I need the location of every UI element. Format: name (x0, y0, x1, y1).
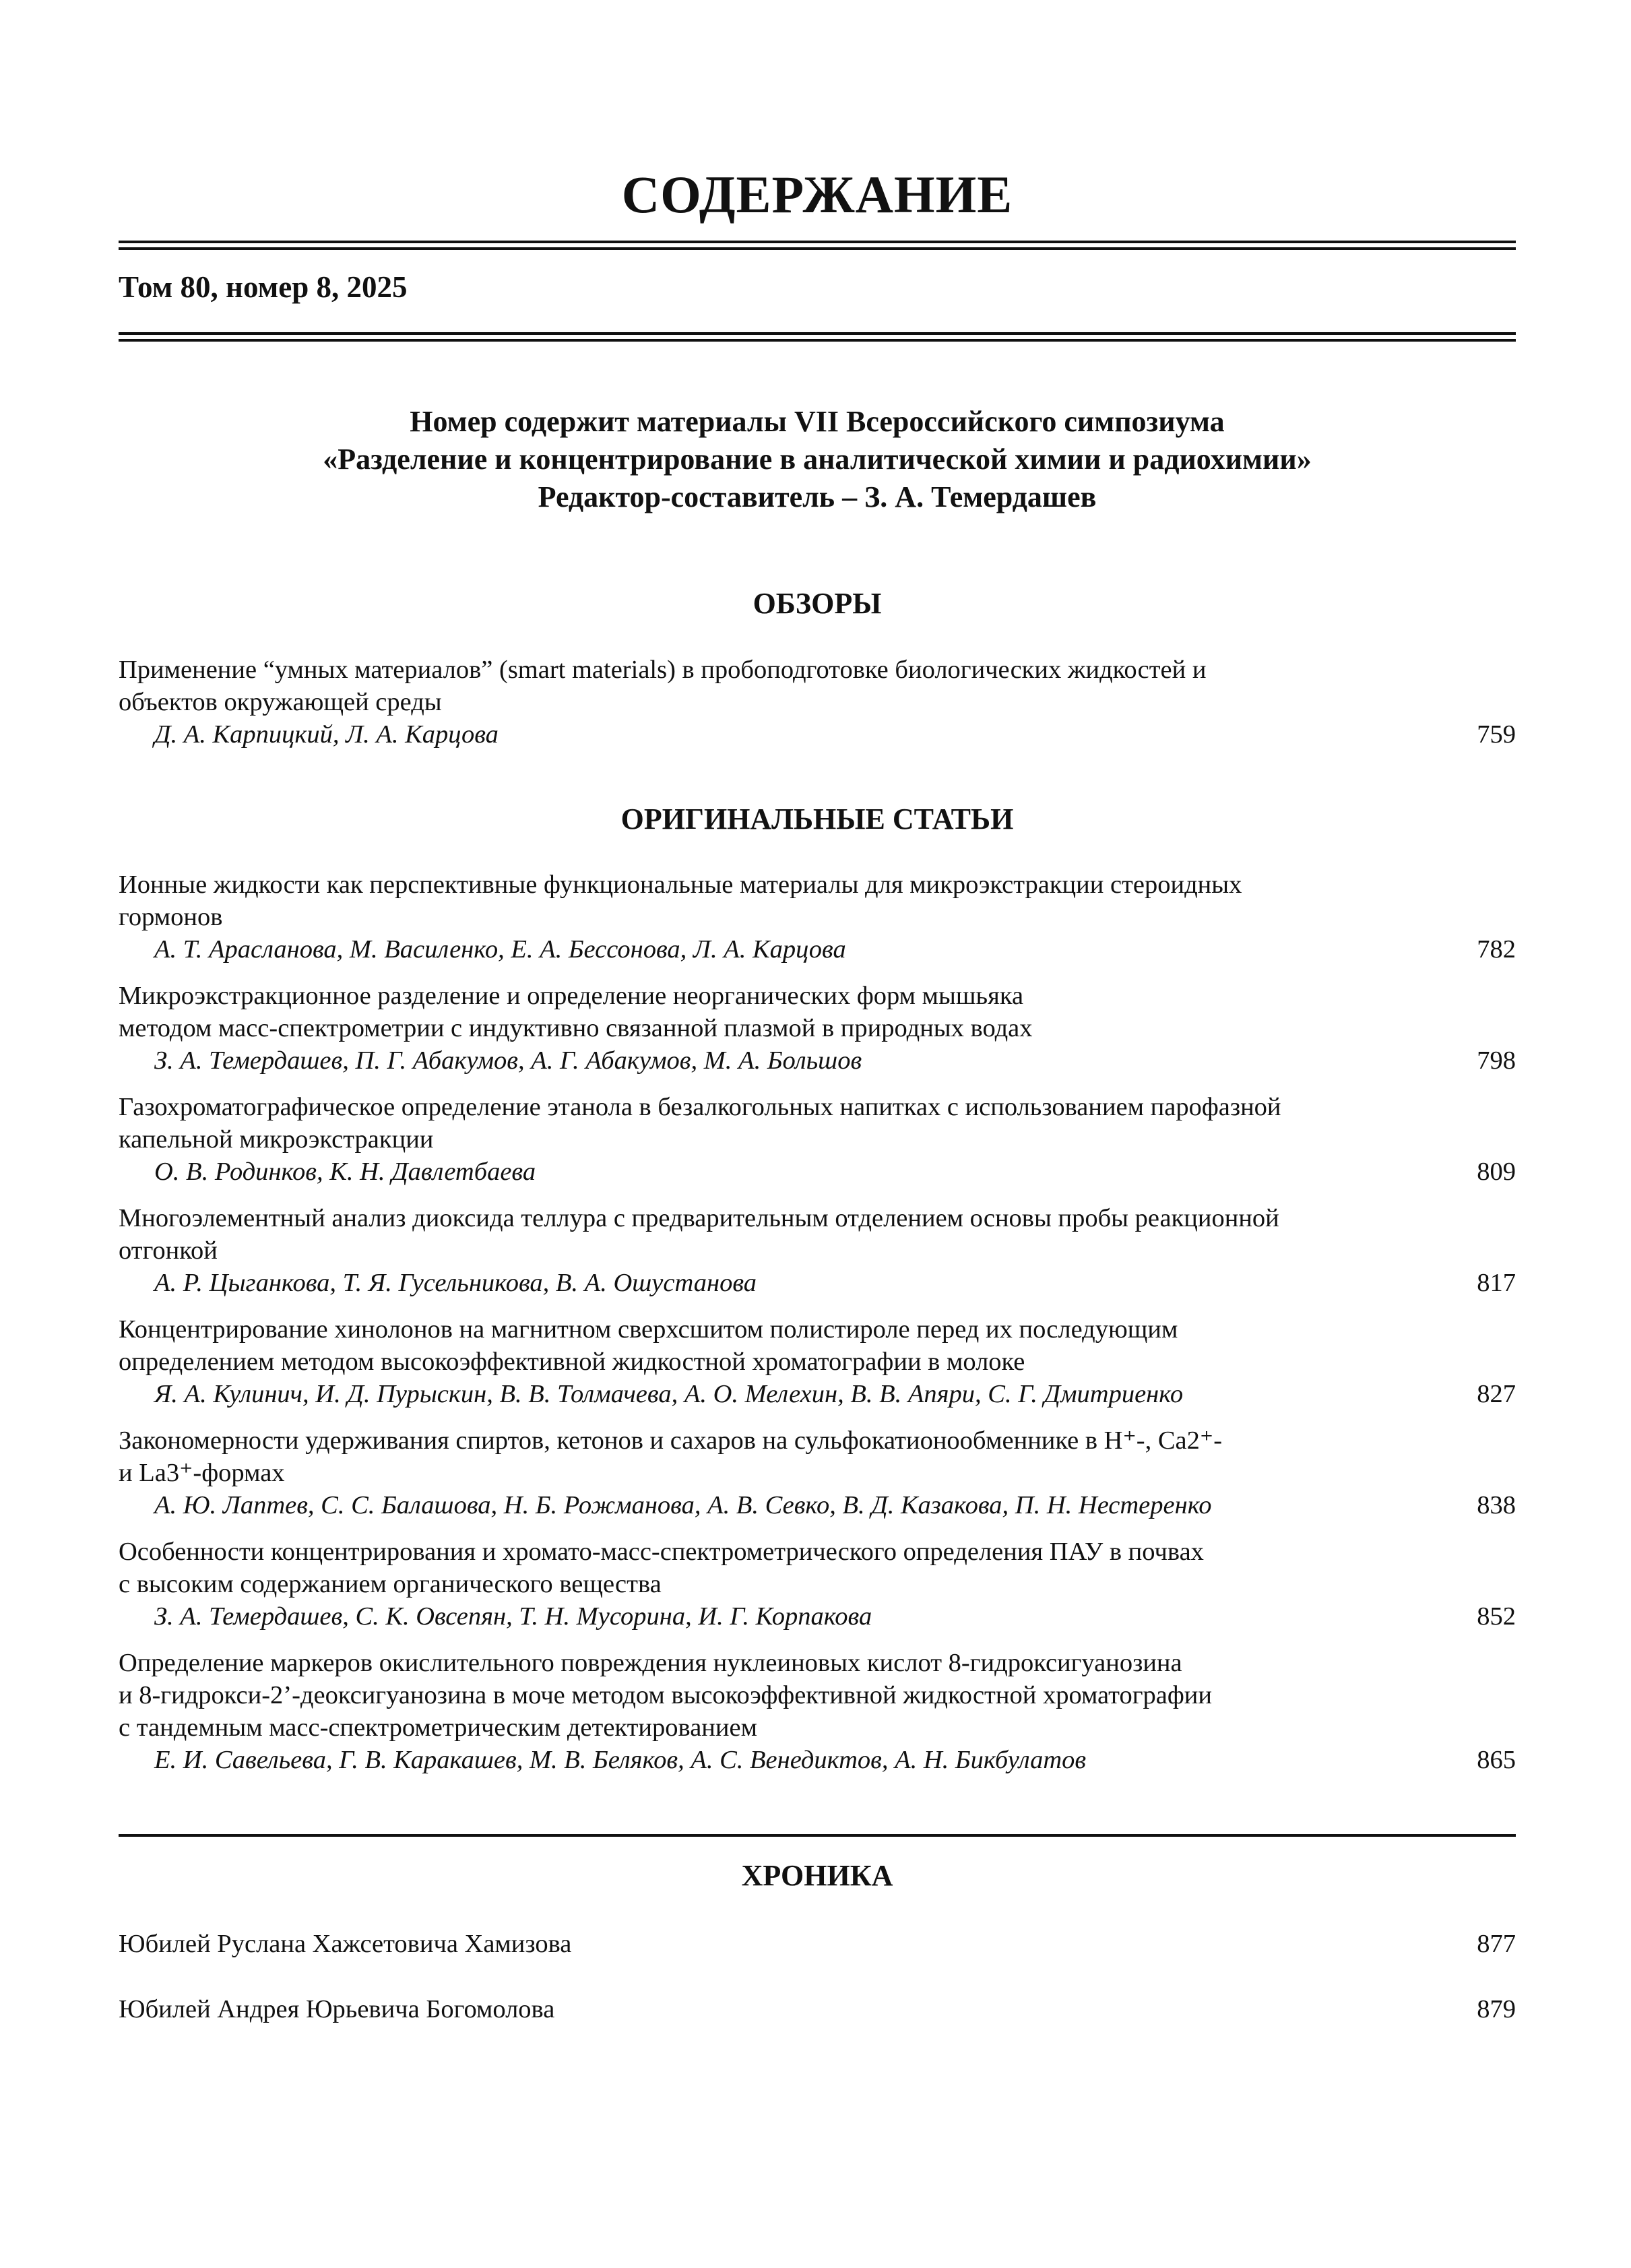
entry-title-line: Определение маркеров окислительного повреждения нуклеиновых кислот 8-гидроксигуанозина (119, 1649, 1182, 1677)
entry-authors-row (119, 1744, 1516, 1776)
entry-page-number: 879 (1477, 1995, 1516, 2023)
entry-authors-row (119, 1378, 1516, 1410)
entry-title-line: методом масс-спектрометрии с индуктивно связанной плазмой в природных водах (119, 1014, 1033, 1042)
entry-title-line: отгонкой (119, 1236, 218, 1265)
entry-page-number: 809 (1477, 1158, 1516, 1186)
entry-authors: О. В. Родинков, К. Н. Давлетбаева (154, 1158, 536, 1186)
entry-title-line: Применение “умных материалов” (smart materials) в пробоподготовке биологических жидкостей и (119, 656, 1207, 684)
entry-page-number: 798 (1477, 1046, 1516, 1075)
entry-title-line: Микроэкстракционное разделение и определение неорганических форм мышьяка (119, 982, 1024, 1010)
entry-title-line: и La3⁺-формах (119, 1459, 285, 1487)
toc-entry[interactable] (119, 1993, 1516, 2025)
entry-authors: З. А. Темердашев, С. К. Овсепян, Т. Н. Мусорина, И. Г. Корпакова (154, 1602, 872, 1631)
entry-authors-row (119, 1156, 1516, 1188)
entry-page-number: 759 (1477, 720, 1516, 749)
entry-page-number: 852 (1477, 1602, 1516, 1631)
entry-title: Юбилей Руслана Хажсетовича Хамизова (119, 1930, 572, 1958)
entry-authors-row (119, 1267, 1516, 1299)
entry-authors: Д. А. Карпицкий, Л. А. Карцова (154, 720, 499, 749)
entry-title-line: с тандемным масс-спектрометрическим детектированием (119, 1713, 757, 1742)
entry-authors: А. Р. Цыганкова, Т. Я. Гусельникова, В. А. Ошустанова (154, 1269, 757, 1297)
entry-title-line: капельной микроэкстракции (119, 1125, 434, 1154)
toc-entry[interactable] (119, 1091, 1516, 1188)
section-heading-chronicle: ХРОНИКА (741, 1859, 893, 1892)
toc-entry[interactable] (119, 1202, 1516, 1299)
toc-entry[interactable] (119, 654, 1516, 751)
section-divider (119, 1834, 1516, 1837)
section-heading-reviews: ОБЗОРЫ (753, 587, 882, 620)
entry-page-number: 782 (1477, 935, 1516, 964)
entry-page-number: 838 (1477, 1491, 1516, 1519)
double-rule-bottom (119, 332, 1516, 342)
entry-page-number: 865 (1477, 1746, 1516, 1774)
entry-page-number: 877 (1477, 1930, 1516, 1958)
page-title: СОДЕРЖАНИЕ (621, 165, 1013, 224)
entry-authors: Я. А. Кулинич, И. Д. Пурыскин, В. В. Толмачева, А. О. Мелехин, В. В. Апяри, С. Г. Дмитриенко (154, 1380, 1184, 1408)
entry-authors: А. Т. Арасланова, М. Василенко, Е. А. Бессонова, Л. А. Карцова (154, 935, 846, 964)
entry-title-line: с высоким содержанием органического вещества (119, 1570, 662, 1598)
entry-title-line: Ионные жидкости как перспективные функциональные материалы для микроэкстракции стероидных (119, 871, 1242, 899)
special-note-line: Редактор-составитель – З. А. Темердашев (538, 480, 1097, 513)
entry-title-line: Газохроматографическое определение этанола в безалкогольных напитках с использованием парофазной (119, 1093, 1281, 1121)
entry-page-number: 817 (1477, 1269, 1516, 1297)
entry-title-line: определением методом высокоэффективной жидкостной хроматографии в молоке (119, 1348, 1025, 1376)
entry-authors: Е. И. Савельева, Г. В. Каракашев, М. В. Беляков, А. С. Венедиктов, А. Н. Бикбулатов (154, 1746, 1087, 1774)
toc-entry[interactable] (119, 1313, 1516, 1410)
entry-authors-row (119, 718, 1516, 751)
entry-authors-row (119, 1044, 1516, 1077)
entry-title-line: гормонов (119, 903, 223, 931)
toc-entry[interactable] (119, 980, 1516, 1077)
entry-page-number: 827 (1477, 1380, 1516, 1408)
toc-entry[interactable] (119, 1424, 1516, 1521)
entry-authors-row (119, 1600, 1516, 1633)
special-note-line: Номер содержит материалы VII Всероссийского симпозиума (410, 405, 1225, 438)
entry-authors-row (119, 933, 1516, 966)
entry-title-line: и 8-гидрокси-2’-деоксигуанозина в моче методом высокоэффективной жидкостной хроматографии (119, 1681, 1212, 1709)
entry-authors: А. Ю. Лаптев, С. С. Балашова, Н. Б. Рожманова, А. В. Севко, В. Д. Казакова, П. Н. Нестеренко (154, 1491, 1212, 1519)
toc-entry[interactable] (119, 869, 1516, 966)
section-heading-original-articles: ОРИГИНАЛЬНЫЕ СТАТЬИ (620, 802, 1014, 836)
entry-title-line: Особенности концентрирования и хромато-масс-спектрометрического определения ПАУ в почвах (119, 1538, 1204, 1566)
entry-title-line: Многоэлементный анализ диоксида теллура с предварительным отделением основы пробы реакционной (119, 1204, 1279, 1232)
contents-page (119, 0, 1516, 2268)
entry-title-line: объектов окружающей среды (119, 688, 442, 716)
entry-title-line: Закономерности удерживания спиртов, кетонов и сахаров на сульфокатионообменнике в H⁺-, Ca2⁺- (119, 1426, 1223, 1455)
special-note-line: «Разделение и концентрирование в аналитической химии и радиохимии» (323, 443, 1312, 476)
toc-entry[interactable] (119, 1928, 1516, 1960)
entry-authors-row (119, 1489, 1516, 1521)
toc-entry[interactable] (119, 1536, 1516, 1633)
toc-entry[interactable] (119, 1647, 1516, 1776)
entry-authors: З. А. Темердашев, П. Г. Абакумов, А. Г. Абакумов, М. А. Большов (154, 1046, 862, 1075)
issue-info: Том 80, номер 8, 2025 (119, 270, 408, 304)
double-rule-top (119, 241, 1516, 250)
entry-title-line: Концентрирование хинолонов на магнитном сверхсшитом полистироле перед их последующим (119, 1315, 1178, 1344)
special-issue-note (119, 403, 1516, 516)
entry-title: Юбилей Андрея Юрьевича Богомолова (119, 1995, 555, 2023)
